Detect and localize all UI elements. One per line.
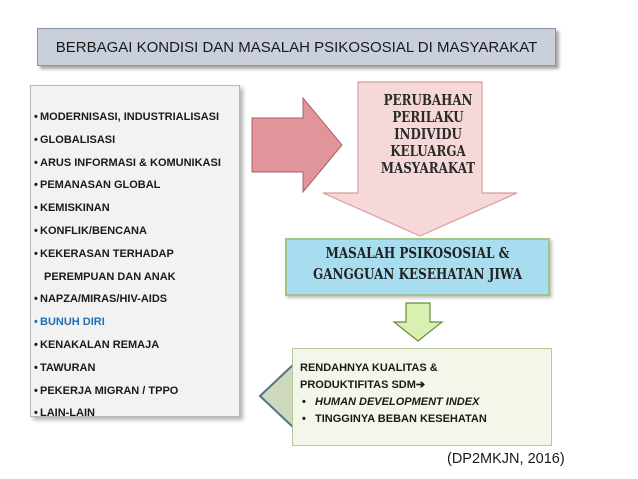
outcome-item bbox=[300, 411, 487, 428]
condition-text: NAPZA/MIRAS/HIV-AIDS bbox=[40, 293, 168, 306]
condition-text: ARUS INFORMASI & KOMUNIKASI bbox=[40, 156, 221, 169]
condition-text: TAWURAN bbox=[40, 361, 96, 374]
change-line: PERILAKU bbox=[392, 109, 464, 126]
bullet: • bbox=[34, 156, 38, 169]
bullet: • bbox=[34, 111, 38, 123]
bullet: • bbox=[34, 247, 38, 260]
outcome-line-2 bbox=[300, 377, 487, 394]
small-down-arrow bbox=[394, 303, 442, 341]
condition-text: PEMANASAN GLOBAL bbox=[40, 179, 161, 192]
change-text bbox=[379, 92, 477, 177]
condition-text: PEREMPUAN DAN ANAK bbox=[44, 270, 176, 283]
change-line: KELUARGA bbox=[390, 143, 466, 160]
bullet: • bbox=[34, 316, 38, 329]
condition-text: GLOBALISASI bbox=[40, 133, 116, 146]
change-line: MASYARAKAT bbox=[380, 160, 476, 177]
condition-text: LAIN-LAIN bbox=[40, 407, 95, 420]
bullet: • bbox=[302, 396, 306, 408]
psychosocial-problem-text bbox=[312, 243, 524, 285]
condition-text: PEKERJA MIGRAN / TPPO bbox=[40, 384, 179, 397]
bullet: • bbox=[34, 384, 38, 397]
citation: (DP2MKJN, 2016) bbox=[447, 451, 565, 467]
bullet: • bbox=[34, 202, 38, 215]
change-line: INDIVIDU bbox=[394, 126, 462, 143]
bullet: • bbox=[34, 133, 38, 146]
bullet: • bbox=[34, 361, 38, 374]
right-arrow bbox=[252, 98, 342, 192]
condition-text: KEKERASAN TERHADAP bbox=[40, 247, 174, 260]
outcome-line-2-text: PRODUKTIFITAS SDM bbox=[300, 379, 416, 391]
outcome-item bbox=[300, 394, 487, 411]
outcome-line-1: RENDAHNYA KUALITAS & bbox=[300, 362, 438, 374]
outcome-item-text: TINGGINYA BEBAN KESEHATAN bbox=[315, 413, 487, 425]
arrow-right-icon: ➔ bbox=[415, 379, 426, 391]
change-line: PERUBAHAN bbox=[383, 92, 473, 109]
outcome-item-text: HUMAN DEVELOPMENT INDEX bbox=[315, 396, 480, 408]
outcome-text bbox=[300, 360, 487, 428]
condition-text: KEMISKINAN bbox=[40, 202, 110, 215]
problem-line: GANGGUAN KESEHATAN JIWA bbox=[313, 265, 522, 283]
bullet: • bbox=[34, 338, 38, 351]
bullet: • bbox=[34, 224, 38, 237]
problem-line: MASALAH PSIKOSOSIAL & bbox=[325, 244, 510, 262]
condition-text: MODERNISASI, INDUSTRIALISASI bbox=[40, 111, 220, 123]
diagram-title: BERBAGAI KONDISI DAN MASALAH PSIKOSOSIAL DI MASYARAKAT bbox=[55, 38, 538, 56]
condition-text: KONFLIK/BENCANA bbox=[40, 224, 147, 237]
bullet: • bbox=[34, 293, 38, 306]
condition-text: KENAKALAN REMAJA bbox=[40, 338, 160, 351]
bullet: • bbox=[34, 407, 38, 420]
bullet: • bbox=[302, 413, 306, 425]
condition-text: BUNUH DIRI bbox=[40, 316, 105, 329]
bullet: • bbox=[34, 179, 38, 192]
